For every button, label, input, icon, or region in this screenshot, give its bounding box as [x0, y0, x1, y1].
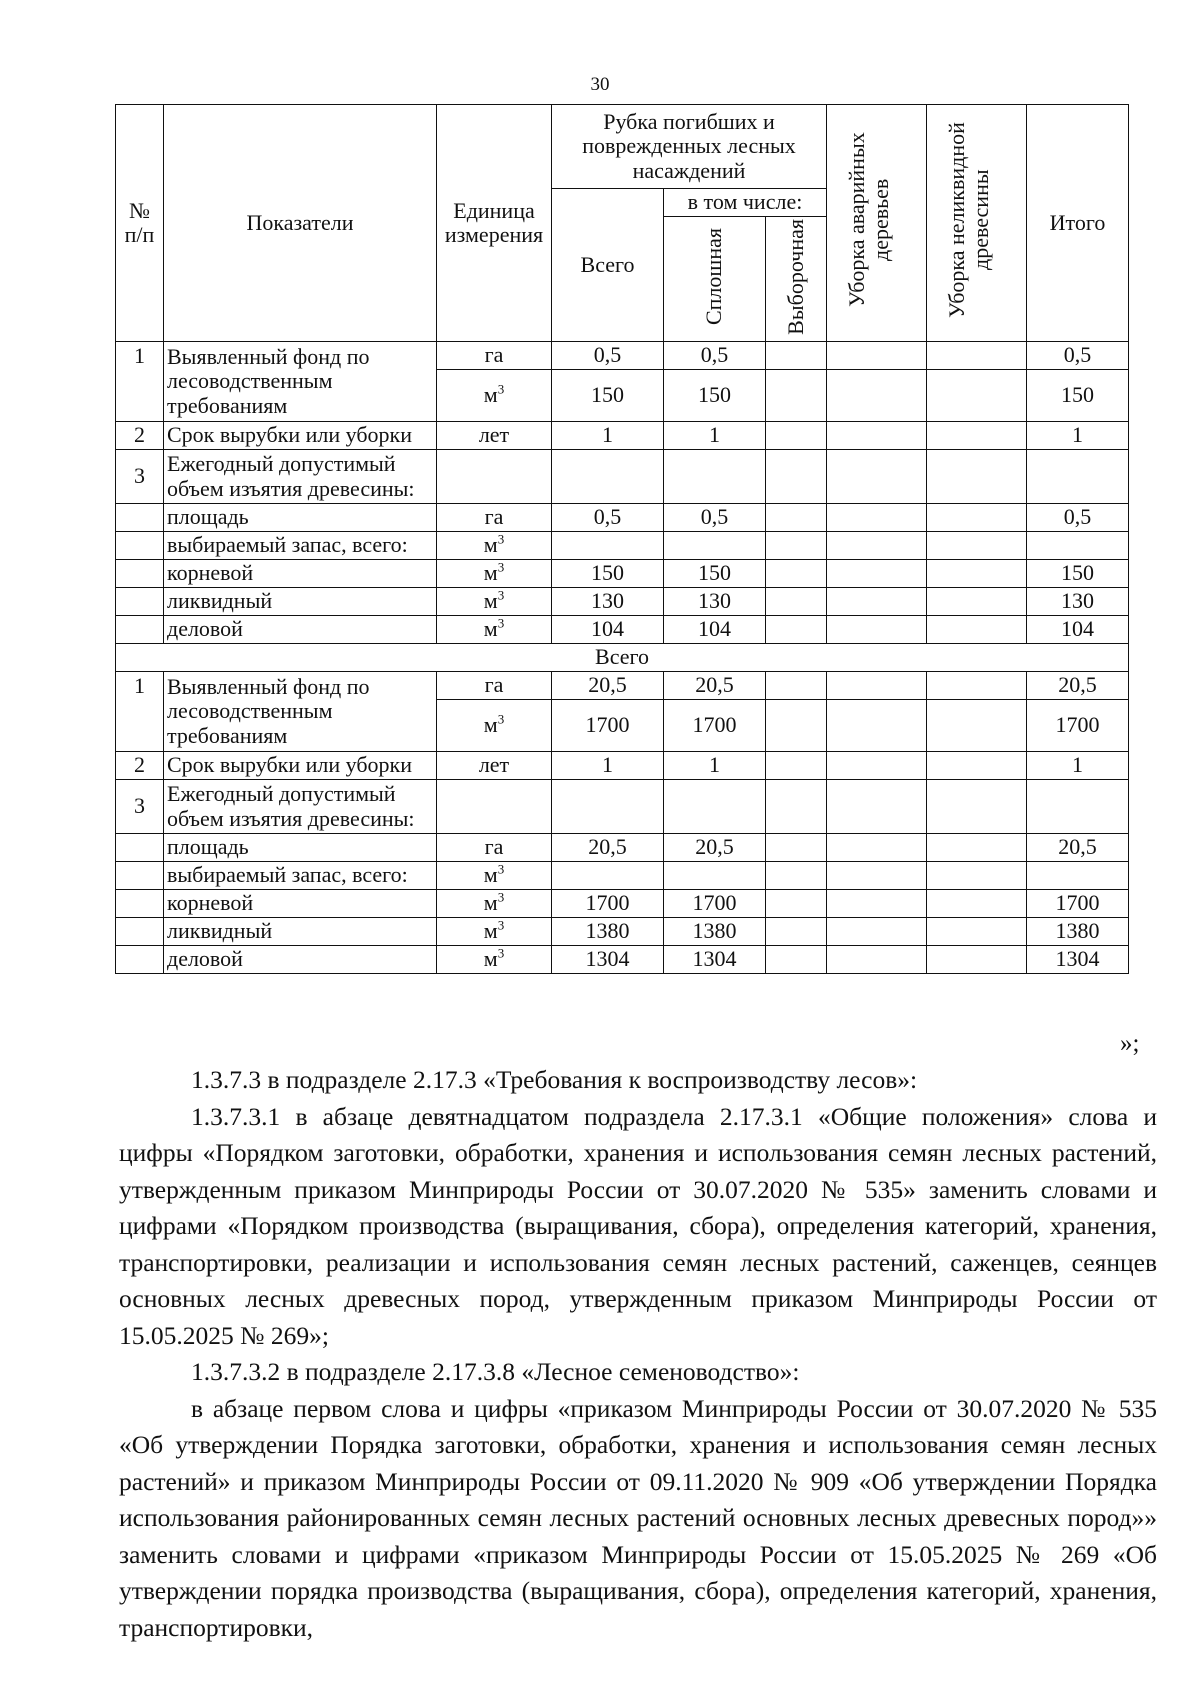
paragraph-1-3-7-3-1: 1.3.7.3.1 в абзаце девятнадцатом подраздела 2.17.3.1 «Общие положения» слова и цифры «Порядком заготовки, обработки, хранения и использования семян лесных растений, утвержденным приказом Минприроды России от 30.07.2020 № 535» заменить словами и цифрами «Порядком производства (выращивания, сбора), определения категорий, хранения, транспортировки, реализации и использования семян лесных растений, саженцев, сеянцев основных лесных древесных пород, утвержденным приказом Минприроды России от 15.05.2025 № 269»;: [119, 1101, 1157, 1350]
section-row-total: [116, 644, 1129, 672]
table-row: выбираемый запас, всего: $м^3$: [116, 532, 1129, 560]
header-num: № п/п: [116, 105, 164, 342]
table-row: деловой $м^3$ 104 104 104: [116, 616, 1129, 644]
table-row: выбираемый запас, всего: $м^3$: [116, 862, 1129, 890]
table-row: площадь га 20,5 20,5 20,5: [116, 834, 1129, 862]
header-cutting-group: Рубка погибших и поврежденных лесных насаждений: [552, 105, 827, 189]
table-row: деловой $м^3$ 1304 1304 1304: [116, 946, 1129, 974]
header-clear: Сплошная: [664, 217, 766, 342]
header-total: Всего: [552, 189, 664, 342]
table-row: 2 Срок вырубки или уборки лет 1 1 1: [116, 752, 1129, 780]
table-row: 1 Выявленный фонд по лесоводственным требованиям га 20,5 20,5 20,5: [116, 672, 1129, 700]
header-including: в том числе:: [664, 189, 827, 217]
header-indicators: Показатели: [164, 105, 437, 342]
body-text: [119, 1062, 1157, 1646]
table-row: 1 Выявленный фонд по лесоводственным требованиям га 0,5 0,5 0,5: [116, 342, 1129, 370]
section-label-total: Всего: [116, 644, 1129, 672]
forest-indicators-table: [115, 104, 1129, 974]
table-row: площадь га 0,5 0,5 0,5: [116, 504, 1129, 532]
paragraph-seed-orders: в абзаце первом слова и цифры «приказом Минприроды России от 30.07.2020 № 535 «Об утверждении Порядка заготовки, обработки, хранения и использования семян лесных растений» и приказом Минприроды России от 09.11.2020 № 909 «Об утверждении Порядка использования районированных семян лесных растений основных лесных древесных пород»» заменить словами и цифрами «приказом Минприроды России от 15.05.2025 № 269 «Об утверждении порядка производства (выращивания, сбора), определения категорий, хранения, транспортировки,: [119, 1393, 1157, 1642]
table-row: 3 Ежегодный допустимый объем изъятия древесины:: [116, 780, 1129, 834]
paragraph-1-3-7-3-2: 1.3.7.3.2 в подразделе 2.17.3.8 «Лесное семеноводство»:: [191, 1357, 800, 1386]
header-selective: Выборочная: [766, 217, 827, 342]
header-emergency: Уборка аварийных деревьев: [827, 105, 927, 342]
page-number: 30: [590, 74, 610, 95]
table-part-2: [116, 672, 1129, 974]
closing-quote: »;: [1120, 1030, 1140, 1057]
table-row: $м^3$ 150 150 150: [116, 370, 1129, 422]
table-row: ликвидный $м^3$ 1380 1380 1380: [116, 918, 1129, 946]
header-unit: Единица измерения: [437, 105, 552, 342]
header-itogo: Итого: [1027, 105, 1129, 342]
table-row: 3 Ежегодный допустимый объем изъятия древесины:: [116, 450, 1129, 504]
table-row: $м^3$ 1700 1700 1700: [116, 700, 1129, 752]
table-row: корневой $м^3$ 150 150 150: [116, 560, 1129, 588]
paragraph-1-3-7-3: 1.3.7.3 в подразделе 2.17.3 «Требования к воспроизводству лесов»:: [191, 1065, 918, 1094]
header-nonliquid: Уборка неликвидной древесины: [927, 105, 1027, 342]
table-row: 2 Срок вырубки или уборки лет 1 1 1: [116, 422, 1129, 450]
table-header: [116, 105, 1129, 342]
table-row: ликвидный $м^3$ 130 130 130: [116, 588, 1129, 616]
table-part-1: [116, 342, 1129, 672]
table-row: корневой $м^3$ 1700 1700 1700: [116, 890, 1129, 918]
fund-label: Выявленный фонд по лесоводственным требованиям: [164, 342, 437, 422]
